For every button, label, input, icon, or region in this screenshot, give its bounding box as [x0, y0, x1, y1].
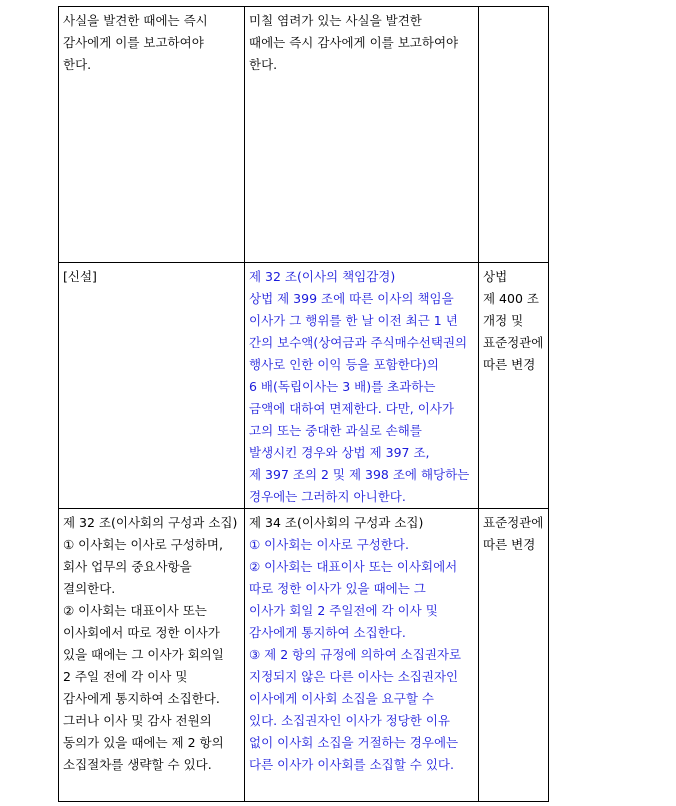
text-line: 행사로 인한 이익 등을 포함한다)의 [249, 357, 439, 372]
text-line: 사실을 발견한 때에는 즉시 [63, 13, 208, 28]
text-line: 간의 보수액(상여금과 주식매수선택권의 [249, 335, 468, 350]
text-line: 발생시킨 경우와 상법 제 397 조, [249, 445, 430, 460]
text-line: [신설] [63, 269, 97, 284]
text-line: 2 주일 전에 각 이사 및 [63, 669, 188, 684]
text-line: 감사에게 통지하여 소집한다. [249, 625, 406, 640]
text-line: 이사가 회일 2 주일전에 각 이사 및 [249, 603, 438, 618]
article-title: 제 32 조(이사의 책임감경) [249, 269, 396, 284]
text-line: ① 이사회는 이사로 구성한다. [249, 537, 409, 552]
text-line: 때에는 즉시 감사에게 이를 보고하여야 [249, 35, 459, 50]
text-line: 소집절차를 생략할 수 있다. [63, 757, 212, 772]
reason-cell [479, 7, 549, 263]
text-line: 그러나 이사 및 감사 전원의 [63, 713, 212, 728]
text-line: 상법 [483, 269, 508, 284]
revised-text-cell [245, 509, 479, 802]
table-row [59, 263, 549, 509]
text-line: 회사 업무의 중요사항을 [63, 559, 192, 574]
text-line: 표준정관에 [483, 515, 544, 530]
text-line: ① 이사회는 이사로 구성하며, [63, 537, 223, 552]
text-line: 개정 및 [483, 313, 524, 328]
text-line: 이사에게 이사회 소집을 요구할 수 [249, 691, 434, 706]
text-line: 다른 이사가 이사회를 소집할 수 있다. [249, 757, 454, 772]
current-text-cell [59, 509, 245, 802]
revised-text-cell [245, 7, 479, 263]
text-line: 따로 정한 이사가 있을 때에는 그 [249, 581, 426, 596]
text-line: 고의 또는 중대한 과실로 손해를 [249, 423, 422, 438]
text-line: 경우에는 그러하지 아니한다. [249, 489, 406, 504]
text-line: 한다. [249, 57, 278, 72]
text-line: 상법 제 399 조에 따른 이사의 책임을 [249, 291, 454, 306]
text-line: 제 397 조의 2 및 제 398 조에 해당하는 [249, 467, 470, 482]
text-line: 표준정관에 [483, 335, 544, 350]
reason-cell [479, 509, 549, 802]
article-title: 제 32 조(이사회의 구성과 소집) [63, 515, 238, 530]
text-line: 제 400 조 [483, 291, 539, 306]
text-line: 있을 때에는 그 이사가 회의일 [63, 647, 224, 662]
table-row [59, 7, 549, 263]
text-line: 이사가 그 행위를 한 날 이전 최근 1 년 [249, 313, 458, 328]
text-line: 지정되지 않은 다른 이사는 소집권자인 [249, 669, 459, 684]
text-line: 감사에게 통지하여 소집한다. [63, 691, 220, 706]
text-line: ② 이사회는 대표이사 또는 [63, 603, 207, 618]
article-title: 제 34 조(이사회의 구성과 소집) [249, 515, 424, 530]
text-line: 이사회에서 따로 정한 이사가 [63, 625, 220, 640]
reason-cell [479, 263, 549, 509]
text-line: 한다. [63, 57, 92, 72]
text-line: 없이 이사회 소집을 거절하는 경우에는 [249, 735, 459, 750]
text-line: 있다. 소집권자인 이사가 정당한 이유 [249, 713, 450, 728]
amendment-comparison-table [58, 6, 549, 802]
text-line: 미칠 염려가 있는 사실을 발견한 [249, 13, 422, 28]
table-row [59, 509, 549, 802]
text-line: 금액에 대하여 면제한다. 다만, 이사가 [249, 401, 454, 416]
text-line: 결의한다. [63, 581, 116, 596]
text-line: ③ 제 2 항의 규정에 의하여 소집권자로 [249, 647, 462, 662]
text-line: 6 배(독립이사는 3 배)를 초과하는 [249, 379, 436, 394]
current-text-cell [59, 7, 245, 263]
text-line: 감사에게 이를 보고하여야 [63, 35, 204, 50]
revised-text-cell [245, 263, 479, 509]
text-line: ② 이사회는 대표이사 또는 이사회에서 [249, 559, 458, 574]
text-line: 따른 변경 [483, 537, 536, 552]
text-line: 따른 변경 [483, 357, 536, 372]
current-text-cell [59, 263, 245, 509]
text-line: 동의가 있을 때에는 제 2 항의 [63, 735, 224, 750]
